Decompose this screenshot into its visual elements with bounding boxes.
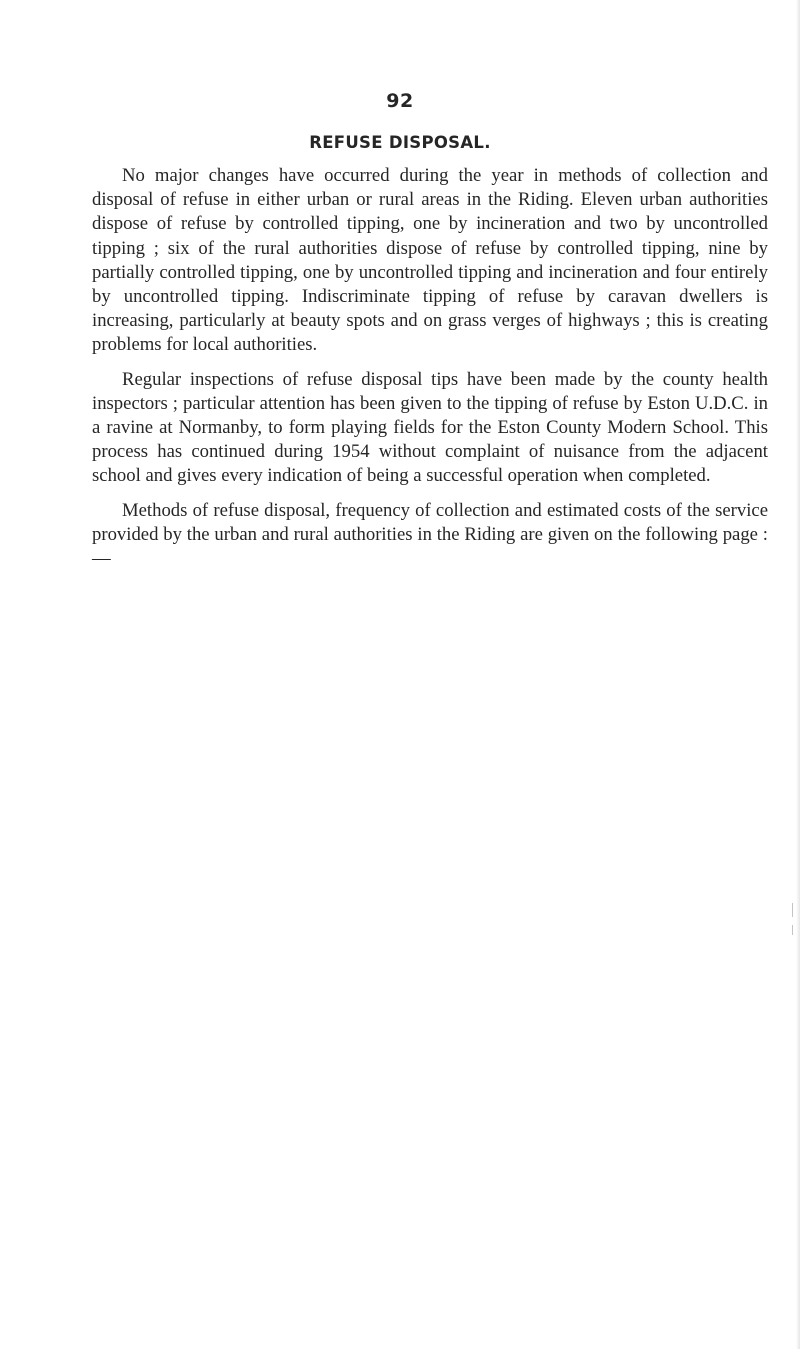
body-text [92,164,768,581]
paragraph-inspections: Regular inspections of refuse disposal tips have been made by the county health inspectors ; particular attention has been given to the tipping of refuse by Eston U.D.C. in a ravine at Normanby, to form playing fields for the Eston County Modern School. This process has continued during 1954 without complaint of nuisance from the adjacent school and gives every indication of being a successful operation when completed. [92,368,768,487]
edge-mark [792,903,793,917]
edge-mark [792,925,793,935]
section-title: REFUSE DISPOSAL. [309,133,491,152]
page-edge-shadow [796,0,800,1349]
paragraph-following-page: Methods of refuse disposal, frequency of collection and estimated costs of the service provided by the urban and rural authorities in the Riding are given on the following page :— [92,499,768,570]
page-number: 92 [386,90,414,112]
paragraph-collection-methods: No major changes have occurred during the year in methods of collection and disposal of refuse in either urban or rural areas in the Riding. Eleven urban authorities dispose of refuse by controlled tipping, one by incineration and two by uncontrolled tipping ; six of the rural authorities dispose of refuse by controlled tipping, nine by partially controlled tipping, one by uncontrolled tipping and incineration and four entirely by uncontrolled tipping. Indiscriminate tipping of refuse by caravan dwellers is increasing, particularly at beauty spots and on grass verges of highways ; this is creating problems for local authorities. [92,165,768,356]
